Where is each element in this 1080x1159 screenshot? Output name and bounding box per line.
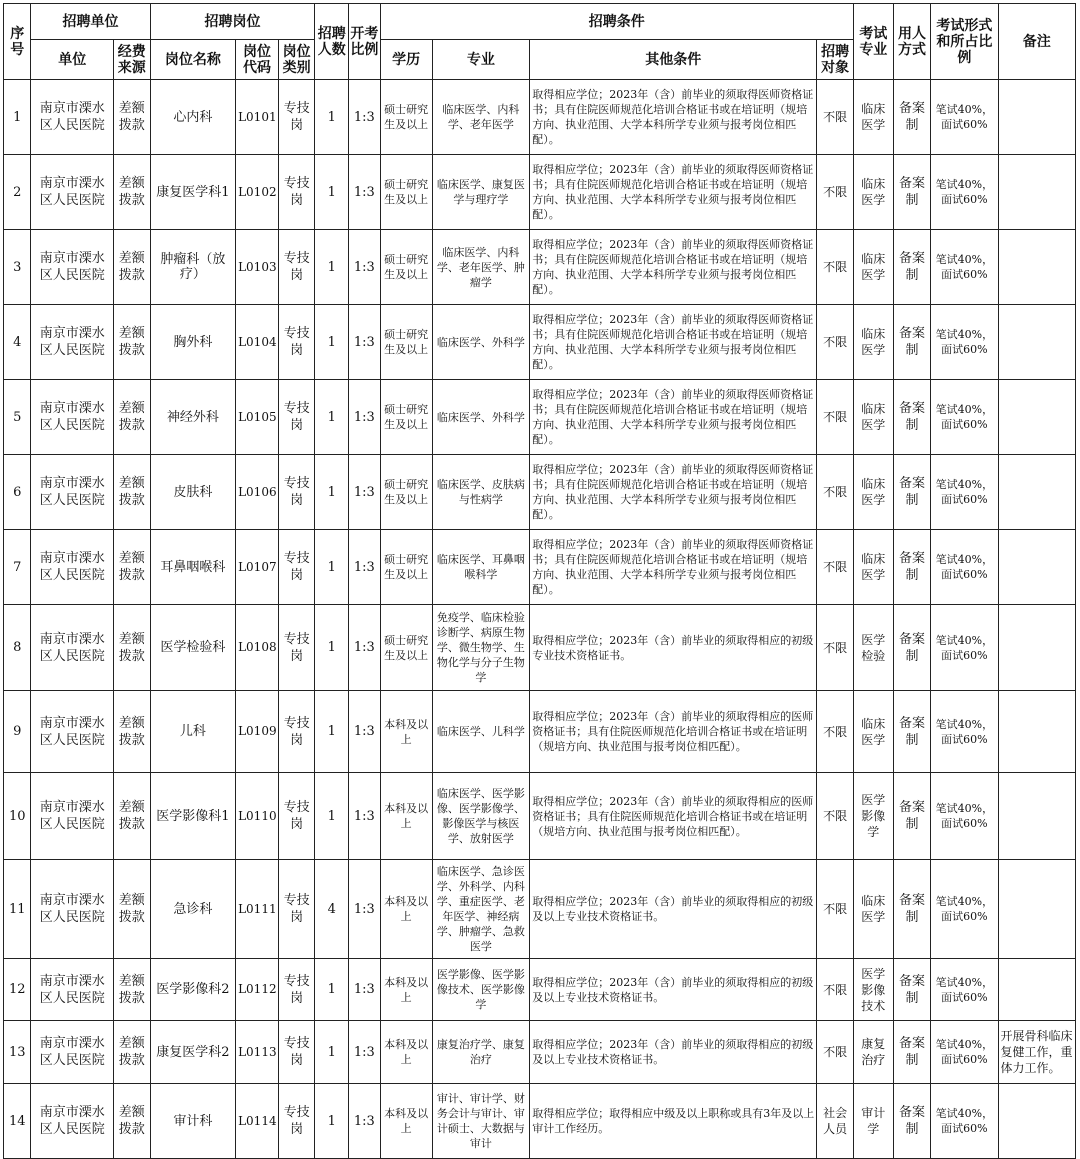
row-post-type: 专技岗 <box>278 230 315 305</box>
row-post-name: 审计科 <box>150 1084 236 1159</box>
header-target: 招聘对象 <box>817 40 854 80</box>
row-note <box>998 230 1076 305</box>
row-note <box>998 773 1076 860</box>
row-employ: 备案制 <box>893 1021 931 1084</box>
row-funding: 差额拨款 <box>113 230 150 305</box>
row-education: 硕士研究生及以上 <box>380 305 432 380</box>
row-funding: 差额拨款 <box>113 455 150 530</box>
table-row <box>4 1084 1076 1159</box>
row-employ: 备案制 <box>893 380 931 455</box>
row-count: 1 <box>315 305 349 380</box>
row-target: 不限 <box>817 230 854 305</box>
row-employ: 备案制 <box>893 773 931 860</box>
row-post-type: 专技岗 <box>278 530 315 605</box>
row-seq: 3 <box>4 230 31 305</box>
row-other-conditions: 取得相应学位；2023年（含）前毕业的须取得相应的初级专业技术资格证书。 <box>530 605 817 691</box>
row-unit: 南京市溧水区人民医院 <box>31 1021 113 1084</box>
row-post-name: 医学影像科2 <box>150 959 236 1021</box>
table-row <box>4 959 1076 1021</box>
row-note <box>998 530 1076 605</box>
table-row <box>4 773 1076 860</box>
row-ratio: 1:3 <box>349 1084 381 1159</box>
row-exam-form: 笔试40%，面试60% <box>931 1084 998 1159</box>
row-unit: 南京市溧水区人民医院 <box>31 860 113 959</box>
table-row <box>4 455 1076 530</box>
row-other-conditions: 取得相应学位；2023年（含）前毕业的须取得医师资格证书；具有住院医师规范化培训合格证书或在培证明（规培方向、执业范围、大学本科所学专业须与报考岗位相匹配）。 <box>530 305 817 380</box>
row-ratio: 1:3 <box>349 155 381 230</box>
row-funding: 差额拨款 <box>113 530 150 605</box>
table-row <box>4 691 1076 773</box>
row-post-type: 专技岗 <box>278 455 315 530</box>
row-ratio: 1:3 <box>349 605 381 691</box>
row-major: 临床医学、耳鼻咽喉科学 <box>432 530 530 605</box>
row-major: 临床医学、内科学、老年医学、肿瘤学 <box>432 230 530 305</box>
row-target: 社会人员 <box>817 1084 854 1159</box>
row-exam-form: 笔试40%，面试60% <box>931 305 998 380</box>
row-other-conditions: 取得相应学位；2023年（含）前毕业的须取得相应的初级及以上专业技术资格证书。 <box>530 860 817 959</box>
row-employ: 备案制 <box>893 860 931 959</box>
row-major: 临床医学、外科学 <box>432 305 530 380</box>
row-post-code: L0112 <box>236 959 279 1021</box>
header-row-1 <box>4 4 1076 40</box>
table-row <box>4 530 1076 605</box>
row-post-code: L0101 <box>236 80 279 155</box>
row-target: 不限 <box>817 691 854 773</box>
row-note <box>998 455 1076 530</box>
row-target: 不限 <box>817 380 854 455</box>
row-target: 不限 <box>817 80 854 155</box>
row-education: 本科及以上 <box>380 1021 432 1084</box>
row-employ: 备案制 <box>893 230 931 305</box>
row-post-code: L0113 <box>236 1021 279 1084</box>
header-unit-group: 招聘单位 <box>31 4 150 40</box>
row-employ: 备案制 <box>893 1084 931 1159</box>
row-note <box>998 305 1076 380</box>
row-count: 1 <box>315 959 349 1021</box>
row-post-type: 专技岗 <box>278 691 315 773</box>
row-exam-major: 临床医学 <box>853 380 893 455</box>
row-count: 4 <box>315 860 349 959</box>
row-seq: 5 <box>4 380 31 455</box>
row-funding: 差额拨款 <box>113 691 150 773</box>
row-major: 临床医学、外科学 <box>432 380 530 455</box>
header-unit: 单位 <box>31 40 113 80</box>
row-count: 1 <box>315 155 349 230</box>
table-row <box>4 305 1076 380</box>
row-exam-major: 临床医学 <box>853 80 893 155</box>
header-exam-major: 考试专业 <box>853 4 893 80</box>
header-post-name: 岗位名称 <box>150 40 236 80</box>
row-post-type: 专技岗 <box>278 1021 315 1084</box>
table-row <box>4 380 1076 455</box>
row-ratio: 1:3 <box>349 455 381 530</box>
row-unit: 南京市溧水区人民医院 <box>31 155 113 230</box>
row-funding: 差额拨款 <box>113 860 150 959</box>
row-other-conditions: 取得相应学位；2023年（含）前毕业的须取得医师资格证书；具有住院医师规范化培训合格证书或在培证明（规培方向、执业范围、大学本科所学专业须与报考岗位相匹配）。 <box>530 380 817 455</box>
row-major: 临床医学、儿科学 <box>432 691 530 773</box>
row-count: 1 <box>315 230 349 305</box>
row-other-conditions: 取得相应学位；2023年（含）前毕业的须取得医师资格证书；具有住院医师规范化培训合格证书或在培证明（规培方向、执业范围、大学本科所学专业须与报考岗位相匹配）。 <box>530 80 817 155</box>
row-post-name: 耳鼻咽喉科 <box>150 530 236 605</box>
header-education: 学历 <box>380 40 432 80</box>
row-employ: 备案制 <box>893 605 931 691</box>
row-unit: 南京市溧水区人民医院 <box>31 605 113 691</box>
row-post-name: 皮肤科 <box>150 455 236 530</box>
row-major: 审计、审计学、财务会计与审计、审计硕士、大数据与审计 <box>432 1084 530 1159</box>
row-funding: 差额拨款 <box>113 959 150 1021</box>
row-education: 本科及以上 <box>380 773 432 860</box>
row-unit: 南京市溧水区人民医院 <box>31 80 113 155</box>
recruitment-table <box>3 3 1076 1159</box>
row-education: 本科及以上 <box>380 959 432 1021</box>
header-funding: 经费来源 <box>113 40 150 80</box>
row-note: 开展骨科临床复健工作，重体力工作。 <box>998 1021 1076 1084</box>
row-post-code: L0114 <box>236 1084 279 1159</box>
row-count: 1 <box>315 530 349 605</box>
row-seq: 7 <box>4 530 31 605</box>
row-seq: 1 <box>4 80 31 155</box>
row-employ: 备案制 <box>893 959 931 1021</box>
row-ratio: 1:3 <box>349 691 381 773</box>
row-count: 1 <box>315 1021 349 1084</box>
row-education: 硕士研究生及以上 <box>380 80 432 155</box>
row-funding: 差额拨款 <box>113 305 150 380</box>
row-ratio: 1:3 <box>349 860 381 959</box>
row-target: 不限 <box>817 959 854 1021</box>
header-post-type: 岗位类别 <box>278 40 315 80</box>
row-exam-form: 笔试40%，面试60% <box>931 530 998 605</box>
row-major: 临床医学、内科学、老年医学 <box>432 80 530 155</box>
row-ratio: 1:3 <box>349 380 381 455</box>
row-post-name: 康复医学科2 <box>150 1021 236 1084</box>
table-row <box>4 605 1076 691</box>
row-major: 临床医学、皮肤病与性病学 <box>432 455 530 530</box>
row-major: 临床医学、急诊医学、外科学、内科学、重症医学、老年医学、神经病学、肿瘤学、急救医学 <box>432 860 530 959</box>
row-education: 硕士研究生及以上 <box>380 530 432 605</box>
row-post-name: 医学检验科 <box>150 605 236 691</box>
row-count: 1 <box>315 691 349 773</box>
row-education: 本科及以上 <box>380 691 432 773</box>
row-target: 不限 <box>817 860 854 959</box>
row-post-code: L0104 <box>236 305 279 380</box>
table-row <box>4 1021 1076 1084</box>
row-other-conditions: 取得相应学位；2023年（含）前毕业的须取得相应的医师资格证书；具有住院医师规范化培训合格证书或在培证明（规培方向、执业范围与报考岗位相匹配）。 <box>530 691 817 773</box>
row-seq: 8 <box>4 605 31 691</box>
row-ratio: 1:3 <box>349 773 381 860</box>
row-post-type: 专技岗 <box>278 1084 315 1159</box>
row-unit: 南京市溧水区人民医院 <box>31 1084 113 1159</box>
table-row <box>4 230 1076 305</box>
row-funding: 差额拨款 <box>113 605 150 691</box>
row-unit: 南京市溧水区人民医院 <box>31 959 113 1021</box>
row-exam-major: 医学影像学 <box>853 773 893 860</box>
row-note <box>998 860 1076 959</box>
row-count: 1 <box>315 605 349 691</box>
row-seq: 4 <box>4 305 31 380</box>
row-post-type: 专技岗 <box>278 155 315 230</box>
row-exam-form: 笔试40%，面试60% <box>931 1021 998 1084</box>
row-post-name: 心内科 <box>150 80 236 155</box>
row-post-type: 专技岗 <box>278 959 315 1021</box>
row-note <box>998 691 1076 773</box>
table-row <box>4 155 1076 230</box>
row-exam-major: 临床医学 <box>853 455 893 530</box>
row-target: 不限 <box>817 530 854 605</box>
row-target: 不限 <box>817 455 854 530</box>
row-post-code: L0108 <box>236 605 279 691</box>
row-post-name: 肿瘤科（放疗） <box>150 230 236 305</box>
row-education: 本科及以上 <box>380 860 432 959</box>
row-post-code: L0103 <box>236 230 279 305</box>
row-funding: 差额拨款 <box>113 380 150 455</box>
row-ratio: 1:3 <box>349 230 381 305</box>
row-education: 硕士研究生及以上 <box>380 455 432 530</box>
row-unit: 南京市溧水区人民医院 <box>31 380 113 455</box>
row-unit: 南京市溧水区人民医院 <box>31 455 113 530</box>
row-exam-form: 笔试40%，面试60% <box>931 155 998 230</box>
row-education: 硕士研究生及以上 <box>380 230 432 305</box>
row-employ: 备案制 <box>893 80 931 155</box>
header-other: 其他条件 <box>530 40 817 80</box>
row-funding: 差额拨款 <box>113 80 150 155</box>
row-seq: 10 <box>4 773 31 860</box>
row-target: 不限 <box>817 1021 854 1084</box>
row-exam-major: 康复治疗 <box>853 1021 893 1084</box>
row-exam-major: 临床医学 <box>853 860 893 959</box>
row-other-conditions: 取得相应学位；2023年（含）前毕业的须取得医师资格证书；具有住院医师规范化培训合格证书或在培证明（规培方向、执业范围、大学本科所学专业须与报考岗位相匹配）。 <box>530 155 817 230</box>
header-employ: 用人方式 <box>893 4 931 80</box>
header-post-code: 岗位代码 <box>236 40 279 80</box>
row-major: 临床医学、医学影像、医学影像学、影像医学与核医学、放射医学 <box>432 773 530 860</box>
row-note <box>998 1084 1076 1159</box>
row-unit: 南京市溧水区人民医院 <box>31 530 113 605</box>
row-target: 不限 <box>817 305 854 380</box>
row-ratio: 1:3 <box>349 959 381 1021</box>
row-ratio: 1:3 <box>349 530 381 605</box>
row-target: 不限 <box>817 773 854 860</box>
row-other-conditions: 取得相应学位；2023年（含）前毕业的须取得相应的医师资格证书；具有住院医师规范化培训合格证书或在培证明（规培方向、执业范围与报考岗位相匹配）。 <box>530 773 817 860</box>
row-exam-form: 笔试40%，面试60% <box>931 455 998 530</box>
row-exam-form: 笔试40%，面试60% <box>931 860 998 959</box>
header-seq: 序号 <box>4 4 31 80</box>
row-post-code: L0111 <box>236 860 279 959</box>
row-unit: 南京市溧水区人民医院 <box>31 305 113 380</box>
row-exam-major: 审计学 <box>853 1084 893 1159</box>
header-post-group: 招聘岗位 <box>150 4 315 40</box>
row-other-conditions: 取得相应学位；2023年（含）前毕业的须取得相应的初级及以上专业技术资格证书。 <box>530 959 817 1021</box>
row-ratio: 1:3 <box>349 80 381 155</box>
table-row <box>4 860 1076 959</box>
row-education: 本科及以上 <box>380 1084 432 1159</box>
row-exam-form: 笔试40%，面试60% <box>931 691 998 773</box>
row-exam-form: 笔试40%，面试60% <box>931 380 998 455</box>
row-exam-form: 笔试40%，面试60% <box>931 959 998 1021</box>
row-note <box>998 155 1076 230</box>
row-employ: 备案制 <box>893 691 931 773</box>
row-seq: 11 <box>4 860 31 959</box>
row-exam-major: 临床医学 <box>853 155 893 230</box>
row-post-name: 医学影像科1 <box>150 773 236 860</box>
header-note: 备注 <box>998 4 1076 80</box>
header-major: 专业 <box>432 40 530 80</box>
row-target: 不限 <box>817 155 854 230</box>
row-post-name: 胸外科 <box>150 305 236 380</box>
row-exam-form: 笔试40%，面试60% <box>931 605 998 691</box>
row-employ: 备案制 <box>893 155 931 230</box>
row-employ: 备案制 <box>893 305 931 380</box>
row-seq: 12 <box>4 959 31 1021</box>
row-note <box>998 605 1076 691</box>
row-ratio: 1:3 <box>349 305 381 380</box>
row-count: 1 <box>315 380 349 455</box>
row-other-conditions: 取得相应学位；2023年（含）前毕业的须取得医师资格证书；具有住院医师规范化培训合格证书或在培证明（规培方向、执业范围、大学本科所学专业须与报考岗位相匹配）。 <box>530 230 817 305</box>
row-seq: 2 <box>4 155 31 230</box>
row-funding: 差额拨款 <box>113 1084 150 1159</box>
row-funding: 差额拨款 <box>113 773 150 860</box>
row-post-code: L0109 <box>236 691 279 773</box>
row-education: 硕士研究生及以上 <box>380 380 432 455</box>
row-post-code: L0102 <box>236 155 279 230</box>
row-ratio: 1:3 <box>349 1021 381 1084</box>
row-employ: 备案制 <box>893 455 931 530</box>
row-post-name: 神经外科 <box>150 380 236 455</box>
row-post-name: 急诊科 <box>150 860 236 959</box>
row-funding: 差额拨款 <box>113 1021 150 1084</box>
row-exam-major: 临床医学 <box>853 230 893 305</box>
row-major: 免疫学、临床检验诊断学、病原生物学、微生物学、生物化学与分子生物学 <box>432 605 530 691</box>
row-education: 硕士研究生及以上 <box>380 155 432 230</box>
row-other-conditions: 取得相应学位；取得相应中级及以上职称或具有3年及以上审计工作经历。 <box>530 1084 817 1159</box>
row-unit: 南京市溧水区人民医院 <box>31 691 113 773</box>
row-post-type: 专技岗 <box>278 305 315 380</box>
row-other-conditions: 取得相应学位；2023年（含）前毕业的须取得医师资格证书；具有住院医师规范化培训合格证书或在培证明（规培方向、执业范围、大学本科所学专业须与报考岗位相匹配）。 <box>530 530 817 605</box>
row-unit: 南京市溧水区人民医院 <box>31 230 113 305</box>
row-exam-major: 医学检验 <box>853 605 893 691</box>
header-cond-group: 招聘条件 <box>380 4 853 40</box>
row-seq: 9 <box>4 691 31 773</box>
row-post-type: 专技岗 <box>278 80 315 155</box>
row-seq: 14 <box>4 1084 31 1159</box>
row-post-code: L0107 <box>236 530 279 605</box>
row-major: 康复治疗学、康复治疗 <box>432 1021 530 1084</box>
row-count: 1 <box>315 455 349 530</box>
row-seq: 13 <box>4 1021 31 1084</box>
row-note <box>998 380 1076 455</box>
row-post-type: 专技岗 <box>278 380 315 455</box>
row-target: 不限 <box>817 605 854 691</box>
row-post-name: 康复医学科1 <box>150 155 236 230</box>
row-exam-major: 临床医学 <box>853 691 893 773</box>
row-major: 医学影像、医学影像技术、医学影像学 <box>432 959 530 1021</box>
row-unit: 南京市溧水区人民医院 <box>31 773 113 860</box>
row-note <box>998 80 1076 155</box>
row-seq: 6 <box>4 455 31 530</box>
row-exam-form: 笔试40%，面试60% <box>931 773 998 860</box>
row-education: 硕士研究生及以上 <box>380 605 432 691</box>
row-count: 1 <box>315 80 349 155</box>
row-exam-major: 临床医学 <box>853 305 893 380</box>
row-major: 临床医学、康复医学与理疗学 <box>432 155 530 230</box>
row-post-type: 专技岗 <box>278 860 315 959</box>
row-exam-form: 笔试40%，面试60% <box>931 230 998 305</box>
row-funding: 差额拨款 <box>113 155 150 230</box>
header-exam-form: 考试形式和所占比例 <box>931 4 998 80</box>
row-exam-major: 医学影像技术 <box>853 959 893 1021</box>
row-post-code: L0105 <box>236 380 279 455</box>
row-exam-form: 笔试40%，面试60% <box>931 80 998 155</box>
row-note <box>998 959 1076 1021</box>
row-post-type: 专技岗 <box>278 605 315 691</box>
table-body <box>4 80 1076 1159</box>
row-count: 1 <box>315 1084 349 1159</box>
row-post-name: 儿科 <box>150 691 236 773</box>
row-post-code: L0110 <box>236 773 279 860</box>
row-count: 1 <box>315 773 349 860</box>
header-ratio: 开考比例 <box>349 4 381 80</box>
header-count: 招聘人数 <box>315 4 349 80</box>
row-employ: 备案制 <box>893 530 931 605</box>
row-other-conditions: 取得相应学位；2023年（含）前毕业的须取得医师资格证书；具有住院医师规范化培训合格证书或在培证明（规培方向、执业范围、大学本科所学专业须与报考岗位相匹配）。 <box>530 455 817 530</box>
row-exam-major: 临床医学 <box>853 530 893 605</box>
row-other-conditions: 取得相应学位；2023年（含）前毕业的须取得相应的初级及以上专业技术资格证书。 <box>530 1021 817 1084</box>
row-post-code: L0106 <box>236 455 279 530</box>
row-post-type: 专技岗 <box>278 773 315 860</box>
table-row <box>4 80 1076 155</box>
